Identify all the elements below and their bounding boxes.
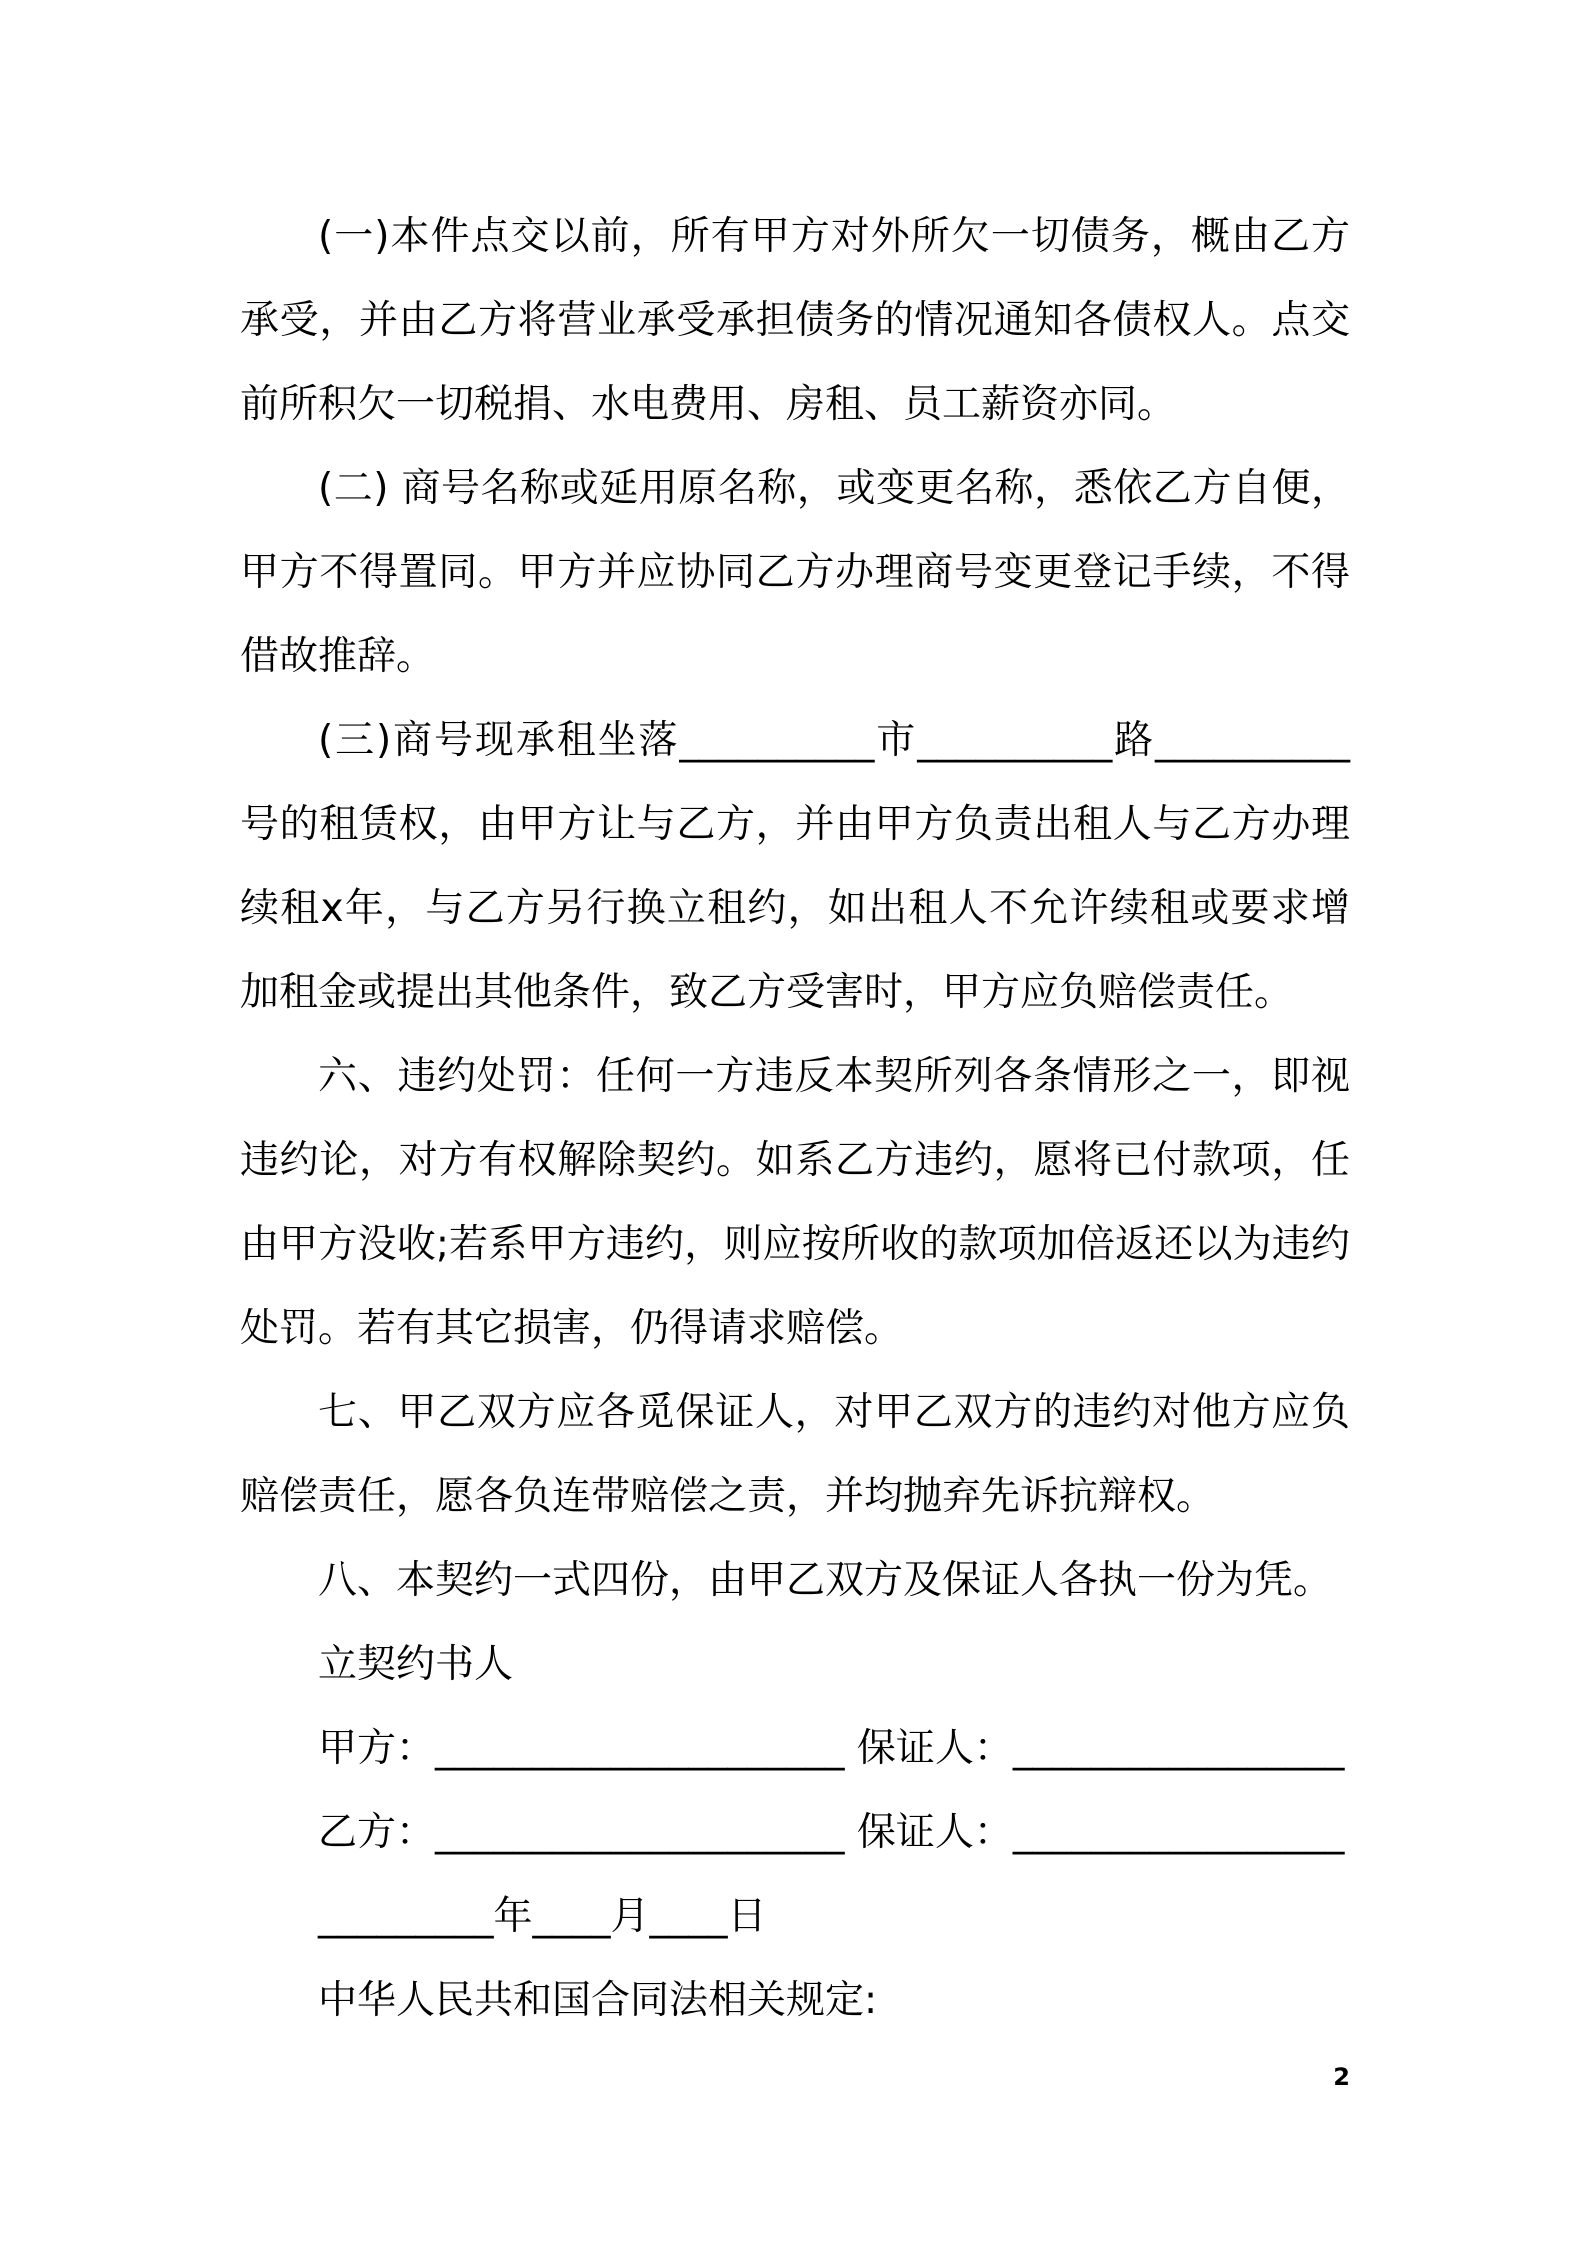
date-line: _________年____月____日 — [318, 1894, 767, 1939]
contract-body — [240, 195, 1350, 2043]
clause-6-breach-penalty: 六、违约处罚：任何一方违反本契所列各条情形之一，即视违约论，对方有权解除契约。如系乙方违约，愿将已付款项，任由甲方没收;若系甲方违约，则应按所收的款项加倍返还以为违约处罚。若有其它损害，仍得请求赔偿。 — [240, 1054, 1350, 1351]
closing-reference: 中华人民共和国合同法相关规定: — [318, 1978, 878, 2023]
page-number: 2 — [1333, 2063, 1350, 2091]
clause-2-trade-name: (二) 商号名称或延用原名称，或变更名称，悉依乙方自便，甲方不得置同。甲方并应协同乙方办理商号变更登记手续，不得借故推辞。 — [240, 466, 1350, 679]
signatory-heading: 立契约书人 — [318, 1642, 514, 1687]
clause-7-guarantors: 七、甲乙双方应各觅保证人，对甲乙双方的违约对他方应负赔偿责任，愿各负连带赔偿之责，并均抛弃先诉抗辩权。 — [240, 1390, 1350, 1519]
party-b-signature-line: 乙方：_____________________ 保证人：_________________ — [318, 1810, 1345, 1855]
clause-3-lease-rights: (三)商号现承租坐落__________市__________路__________号的租赁权，由甲方让与乙方，并由甲方负责出租人与乙方办理续租x年，与乙方另行换立租约，如出租人不允许续租或要求增加租金或提出其他条件，致乙方受害时，甲方应负赔偿责任。 — [240, 718, 1350, 1015]
clause-1-debts: (一)本件点交以前，所有甲方对外所欠一切债务，概由乙方承受，并由乙方将营业承受承担债务的情况通知各债权人。点交前所积欠一切税捐、水电费用、房租、员工薪资亦同。 — [240, 214, 1350, 427]
party-a-signature-line: 甲方：_____________________ 保证人：_________________ — [318, 1726, 1345, 1771]
clause-8-copies: 八、本契约一式四份，由甲乙双方及保证人各执一份为凭。 — [318, 1558, 1333, 1603]
